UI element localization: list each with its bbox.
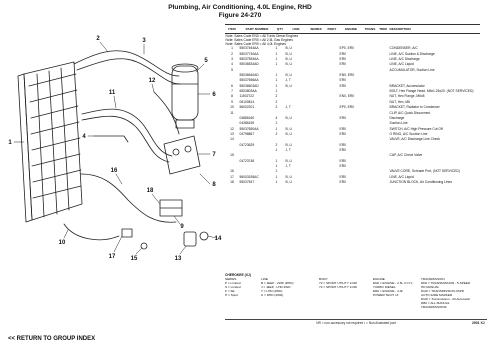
cell-description: NUT, Hex, M6 (389, 99, 411, 104)
cell-line: B, U (285, 115, 292, 120)
cell-part-number: 04798867 (239, 131, 255, 136)
cell-line: B, U (285, 46, 292, 51)
callout-label: 14 (214, 236, 222, 242)
callout-label: 9 (180, 224, 184, 230)
table-row (225, 180, 480, 185)
cell-description: LINE, A/C Liquid (389, 174, 414, 179)
callout-label: 10 (58, 240, 66, 246)
cell-description: VALVE, A/C Discharge Line Check (389, 137, 440, 142)
cell-engine: ER0 (339, 147, 346, 152)
legend-heading: CHEROKEE (XJ) (225, 273, 251, 277)
cell-line: B, U (285, 126, 292, 131)
cell-item: 17 (230, 174, 234, 179)
cell-qty: 1 (275, 57, 278, 62)
cell-engine: ER0 (339, 142, 346, 147)
cell-item: 12 (230, 126, 234, 131)
col-header-series: SERIES (307, 25, 325, 34)
cell-description: O RING, A/C Suction Line (389, 131, 428, 136)
cell-description: SWITCH, A/C High Pressure Cut Off (389, 126, 443, 131)
cell-line: B, U (285, 57, 292, 62)
legend-series: SERIES P = Limited S = Limited F = SE H = Sport (225, 277, 241, 298)
table-note: Note: Sales Code ER0 = All 4.0L Engines (225, 42, 286, 47)
cell-item: 15 (230, 153, 234, 158)
cell-description: LINE, A/C Suction & Discharge (389, 51, 435, 56)
callout-label: 12 (148, 78, 156, 84)
cell-trim (377, 180, 389, 185)
cell-part-number: 55036603AD (239, 83, 259, 88)
cell-description: BRACKET, Accumulator (389, 83, 425, 88)
cell-description: CLIP, A/C Quick Disconnect (389, 110, 431, 115)
cell-body (325, 180, 339, 185)
cell-trans (363, 180, 377, 185)
col-header-qty: QTY (275, 25, 285, 34)
junction-block-illustration (160, 200, 182, 216)
callout-label: 11 (108, 90, 116, 96)
cell-engine: ER0 (339, 83, 346, 88)
callout-label: 2 (96, 36, 100, 42)
accumulator-illustration (172, 64, 198, 128)
cell-item: 5 (231, 67, 233, 72)
legend-transmission: TRANSMISSION DD0 = TRANSMISSION - 5-SPEED HD MANUAL DGD = TRANSMISSION-4SPD AUTO 42RE MARKER DGD = Transmission - All Automatic DB0 = ALL MANUAL TRANSMISSIONS (421, 277, 471, 309)
legend-engine: ENGINE EN0 = ENGINE - 2.5L 4 CYL TURBO DIESEL ER0 = ENGINE - 4.0L POWER TECH I-6 (373, 277, 413, 298)
cell-engine: ER0 (339, 126, 346, 131)
col-header-item: ITEM (225, 25, 239, 34)
cell-item: 8 (231, 94, 233, 99)
parts-table-body (225, 34, 480, 186)
callout-label: 6 (212, 92, 216, 98)
cell-part-number: 55037656AA (239, 78, 259, 83)
cell-qty: 1 (275, 147, 278, 152)
table-note: Note: Sales Code ER0 = All 2.5L Gas Engines (225, 38, 293, 42)
cell-description: VALVE CORE, Schrade Port, (NOT SERVICED) (389, 169, 460, 174)
cell-line: B, U (285, 179, 292, 184)
cell-qty: 1 (275, 121, 278, 126)
cell-part-number: 06100814 (239, 99, 255, 104)
table-note: Note: Sales Code EN0 = All Turbo Diesel Engines (225, 34, 299, 38)
cell-engine: EP0, ER0 (339, 46, 354, 51)
callout-label: 18 (146, 188, 154, 194)
cell-qty: 2 (275, 99, 278, 104)
callout-label: 17 (108, 254, 116, 260)
col-header-description: DESCRIPTION (389, 25, 480, 34)
cell-line: B, U (285, 131, 292, 136)
cell-engine: ER0 (339, 174, 346, 179)
cell-series (307, 180, 325, 185)
return-to-group-index-link[interactable]: << RETURN TO GROUP INDEX (8, 336, 96, 342)
cell-item: 10 (230, 105, 234, 110)
page-title (160, 4, 320, 19)
col-header-line: LINE (285, 25, 307, 34)
cell-engine: ER0 (339, 115, 346, 120)
cell-description: NUT, Hex Flange, M6x8 (389, 94, 425, 99)
callout-label: 1 (8, 140, 12, 146)
cell-part-number: 6503803AA (239, 89, 257, 94)
cell-qty: 1 (275, 78, 278, 83)
callout-label: 13 (174, 256, 182, 260)
cell-engine: ER0 (339, 158, 346, 163)
cell-item: 3 (231, 57, 233, 62)
exploded-parts-diagram (4, 24, 223, 260)
cell-qty: 2 (275, 105, 278, 110)
legend-line: LINE B = JEEP - 2WD (RHD) J = JEEP - LHD 4WD T = LHD (2WD) U = RHD (4WD) (261, 277, 294, 298)
cell-qty: 1 (275, 158, 278, 163)
figure-number: Figure 24-270 (218, 11, 262, 19)
cell-engine: ER0 (339, 163, 346, 168)
callout-label: 3 (142, 38, 146, 44)
cell-qty: 1 (275, 46, 278, 51)
cell-item: 13 (230, 131, 234, 136)
cell-engine: ER0 (339, 51, 346, 56)
cell-part-number: 56003155AC (239, 174, 259, 179)
cell-qty: 1 (275, 169, 278, 174)
cell-line: J, T (285, 163, 291, 168)
cell-line: B, U (285, 83, 292, 88)
cell-description: ACCUMULATOR, Suction Line (389, 67, 435, 72)
condenser-illustration (18, 62, 82, 222)
cell-item: 16 (230, 169, 234, 174)
cell-line: B, U (285, 142, 292, 147)
cell-line: B, U (285, 174, 292, 179)
cell-description: CONDENSER, A/C (389, 46, 418, 51)
cell-qty: 2 (275, 142, 278, 147)
cell-engine: EP0, ER0 (339, 105, 354, 110)
cell-line: B, U (285, 73, 292, 78)
fittings-illustration (122, 229, 208, 249)
cell-part-number: 55036534AD (239, 62, 259, 67)
cell-part-number: 55037454AA (239, 46, 259, 51)
footer-page-label: 2001 XJ (472, 321, 485, 325)
cell-qty: 2 (275, 94, 278, 99)
cell-part-number: 55036640AD (239, 73, 259, 78)
cell-description: LINE, A/C Discharge (389, 57, 420, 62)
cell-item: 2 (231, 51, 233, 56)
cell-part-number: 56002201 (239, 105, 255, 110)
cell-part-number: 55037650AA (239, 126, 259, 131)
cell-description: BRACKET, Radiator to Condenser (389, 105, 440, 110)
cell-description: Discharge (389, 115, 405, 120)
cell-item: 11 (230, 110, 234, 115)
cell-description: Suction Line (389, 121, 408, 126)
cell-line: J, T (285, 147, 291, 152)
cell-part-number: 11502722 (239, 94, 254, 99)
parts-table (225, 24, 480, 185)
col-header-trim: TRIM (377, 25, 389, 34)
callout-label: 15 (130, 256, 138, 260)
cell-qty: 1 (275, 89, 278, 94)
cell-qty: 1 (275, 126, 278, 131)
cell-item: 18 (230, 179, 234, 184)
cell-item: 4 (231, 62, 233, 67)
cell-qty: 1 (275, 83, 278, 88)
cell-line: B, U (285, 51, 292, 56)
cell-line: B, U (285, 158, 292, 163)
cell-item: 7 (231, 89, 233, 94)
cell-part-number: 04386159 (239, 121, 255, 126)
col-header-engine: ENGINE (339, 25, 363, 34)
col-header-trans: TRANS (363, 25, 377, 34)
col-header-body: BODY (325, 25, 339, 34)
cell-qty: 1 (275, 179, 278, 184)
cell-qty: 2 (275, 131, 278, 136)
footer-note: NR = non-accessory not required • = Non-illustrated part (316, 321, 396, 325)
page-title-line1: Plumbing, Air Conditioning, 4.0L Engine, RHD (168, 4, 312, 11)
cell-description: LINE, A/C Liquid (389, 62, 414, 67)
cell-item: 14 (230, 137, 234, 142)
footer-divider (225, 319, 487, 320)
callout-label: 7 (212, 152, 216, 158)
cell-part-number: 04886160 (239, 115, 255, 120)
callout-label: 16 (110, 168, 118, 174)
cell-description: JUNCTION BLOCK, Air Conditioning Lines (389, 179, 452, 184)
cell-qty: 1 (275, 51, 278, 56)
cell-engine: ER0 (339, 62, 346, 67)
cell-engine: ER0 (339, 179, 346, 184)
cell-engine: EN0, ER0 (339, 94, 355, 99)
callout-label: 8 (212, 182, 216, 188)
cell-item: 9 (231, 99, 233, 104)
col-header-part-number: PART NUMBER (239, 25, 275, 34)
cell-qty: 1 (275, 73, 278, 78)
cell-description: BOLT, Hex Flange Head, M6x1.25x20. (NOT SERVICED) (389, 89, 474, 94)
parts-table-header (225, 25, 480, 34)
cell-line: J, T (285, 78, 291, 83)
cell-engine: ER0 (339, 131, 346, 136)
cell-part-number: 04723629 (239, 142, 255, 147)
cell-item: 1 (231, 46, 233, 51)
cell-part-number: 04723748 (239, 158, 255, 163)
callout-leaders (14, 42, 216, 254)
cell-part-number: 55037740AA (239, 51, 259, 56)
cell-qty: 4 (275, 115, 278, 120)
callout-label: 5 (204, 58, 208, 64)
cell-engine: ER0 (339, 78, 346, 83)
cell-engine: ER0 (339, 57, 346, 62)
cell-part-number: 55037547 (239, 179, 255, 184)
cell-line: J, T (285, 105, 291, 110)
code-legend (225, 274, 485, 310)
cell-qty: 1 (275, 174, 278, 179)
cell-engine: EN0, ER0 (339, 73, 355, 78)
cell-item: 6 (231, 83, 233, 88)
cell-part-number: 55037553AA (239, 57, 259, 62)
cell-qty: 1 (275, 163, 278, 168)
cell-description: CAP, A/C Check Valve (389, 153, 423, 158)
callout-label: 4 (82, 134, 86, 140)
legend-body: BODY 72 = SPORT UTILITY 2-DR 74 = SPORT UTILITY 4-DR (319, 277, 357, 290)
cell-line: B, U (285, 62, 292, 67)
ac-lines-illustration (64, 51, 180, 240)
cell-qty: 1 (275, 62, 278, 67)
